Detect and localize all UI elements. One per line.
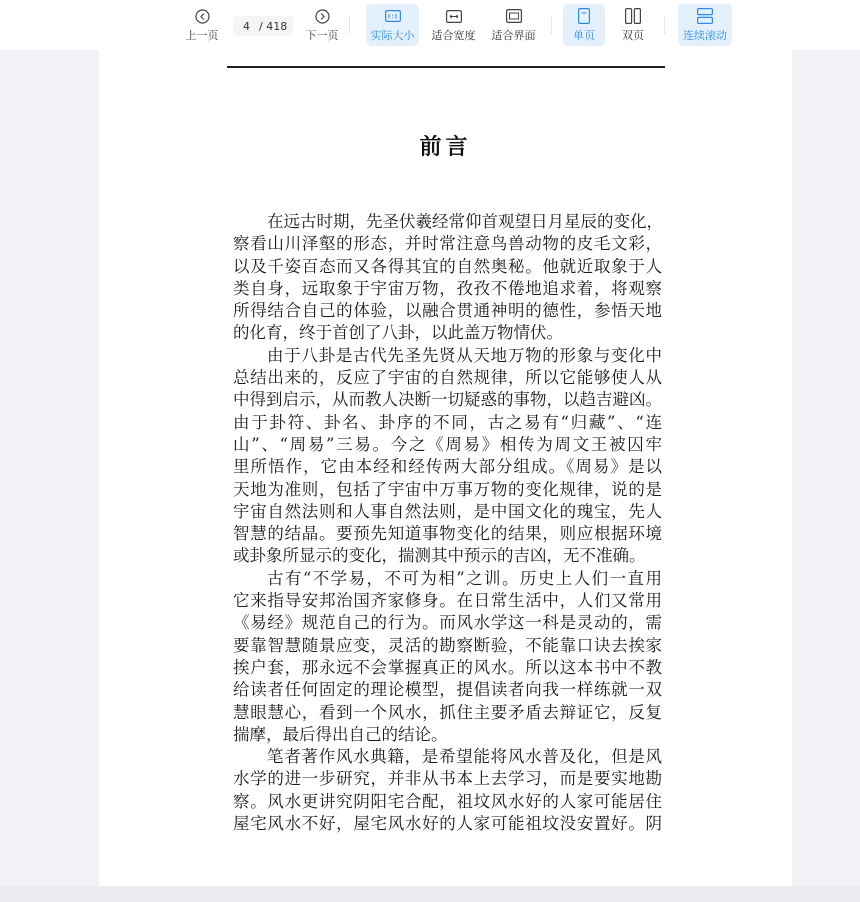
fit-page-button[interactable] xyxy=(487,4,540,46)
single-page-label: 单页 xyxy=(573,29,595,42)
chevron-right-circle-icon xyxy=(315,7,330,25)
chevron-left-circle-icon xyxy=(195,7,210,25)
text-line: 要靠智慧随景应变，灵活的勘察断验，不能靠口诀去挨家 xyxy=(233,635,662,655)
text-line: 中得到启示，从而教人决断一切疑惑的事物，以趋吉避凶。 xyxy=(233,390,662,410)
text-line: 由于八卦是古代先圣先贤从天地万物的形象与变化中 xyxy=(267,345,662,365)
text-line: 给读者任何固定的理论模型，提倡读者向我一样练就一双 xyxy=(233,680,662,700)
continuous-scroll-button[interactable] xyxy=(678,4,732,46)
single-page-icon xyxy=(578,7,590,25)
fit-page-label: 适合界面 xyxy=(491,29,536,42)
body-text xyxy=(233,211,662,835)
text-line: 类自身，远取象于宇宙万物，孜孜不倦地追求着，将观察 xyxy=(233,278,662,298)
double-page-label: 双页 xyxy=(622,29,644,42)
prev-page-label: 上一页 xyxy=(185,29,219,42)
text-line: 智慧的结晶。要预先知道事物变化的结果，则应根据环境 xyxy=(233,524,662,544)
divider xyxy=(664,16,665,34)
prev-page-button[interactable] xyxy=(180,4,224,46)
page-number-input[interactable] xyxy=(233,16,293,36)
text-line: 由于卦符、卦名、卦序的不同，古之易有“归藏”、“连 xyxy=(233,412,662,432)
divider xyxy=(551,16,552,34)
text-line: 山”、“周易”三易。今之《周易》相传为周文王被囚牢 xyxy=(233,434,662,454)
text-line: 它来指导安邦治国齐家修身。在日常生活中，人们又常用 xyxy=(233,591,662,611)
double-page-button[interactable] xyxy=(612,4,654,46)
text-line: 挨户套，那永远不会掌握真正的风水。所以这本书中不教 xyxy=(233,657,662,677)
fit-width-icon xyxy=(446,7,462,25)
fit-page-icon xyxy=(506,7,522,25)
text-line: 总结出来的，反应了宇宙的自然规律，所以它能够使人从 xyxy=(233,368,662,388)
text-line: 察看山川泽壑的形态，并时常注意鸟兽动物的皮毛文彩， xyxy=(233,234,662,254)
actual-size-label: 实际大小 xyxy=(370,29,415,42)
fit-width-button[interactable] xyxy=(427,4,480,46)
next-page-button[interactable] xyxy=(300,4,344,46)
page-title: 前言 xyxy=(419,134,472,160)
continuous-scroll-icon xyxy=(697,7,713,25)
fit-width-label: 适合宽度 xyxy=(431,29,476,42)
text-line: 察。风水更讲究阴阳宅合配，祖坟风水好的人家可能居住 xyxy=(233,791,662,811)
text-line: 宇宙自然法则和人事自然法则，是中国文化的瑰宝，先人 xyxy=(233,501,662,521)
divider xyxy=(349,16,350,34)
text-line: 屋宅风水不好，屋宅风水好的人家可能祖坟没安置好。阴 xyxy=(233,814,662,834)
text-line: 揣摩，最后得出自己的结论。 xyxy=(233,724,448,744)
total-pages: / 418 xyxy=(259,19,288,33)
text-line: 在远古时期，先圣伏羲经常仰首观望日月星辰的变化， xyxy=(267,212,663,231)
toolbar xyxy=(0,0,860,50)
text-line: 水学的进一步研究，并非从书本上去学习，而是要实地勘 xyxy=(233,769,662,789)
text-line: 《易经》规范自己的行为。而风水学这一科是灵动的，需 xyxy=(233,613,662,633)
text-line: 笔者著作风水典籍，是希望能将风水普及化，但是风 xyxy=(267,747,662,767)
text-line: 慧眼慧心，看到一个风水，抓住主要矛盾去辩证它，反复 xyxy=(233,702,662,722)
actual-size-icon xyxy=(385,7,401,25)
text-line: 天地为准则，包括了宇宙中万事万物的变化规律，说的是 xyxy=(233,479,662,499)
bottom-bar xyxy=(0,886,860,902)
double-page-icon xyxy=(625,7,641,25)
actual-size-button[interactable] xyxy=(366,4,419,46)
current-page: 4 xyxy=(243,19,250,33)
text-line: 或卦象所显示的变化，揣测其中预示的吉凶，无不准确。 xyxy=(233,546,646,566)
next-page-label: 下一页 xyxy=(305,29,339,42)
text-line: 里所悟作，它由本经和经传两大部分组成。《周易》是以 xyxy=(233,457,662,477)
header-rule xyxy=(227,66,665,68)
text-line: 古有“不学易，不可为相”之训。历史上人们一直用 xyxy=(267,568,662,588)
text-line: 以及千姿百态而又各得其宜的自然奥秘。他就近取象于人 xyxy=(233,256,662,276)
continuous-scroll-label: 连续滚动 xyxy=(683,29,727,42)
text-line: 的化育，终于首创了八卦，以此盖万物情伏。 xyxy=(233,323,563,343)
text-line: 所得结合自己的体验，以融合贯通神明的德性，参悟天地 xyxy=(233,301,662,321)
single-page-button[interactable] xyxy=(563,4,605,46)
document-page xyxy=(99,50,792,886)
